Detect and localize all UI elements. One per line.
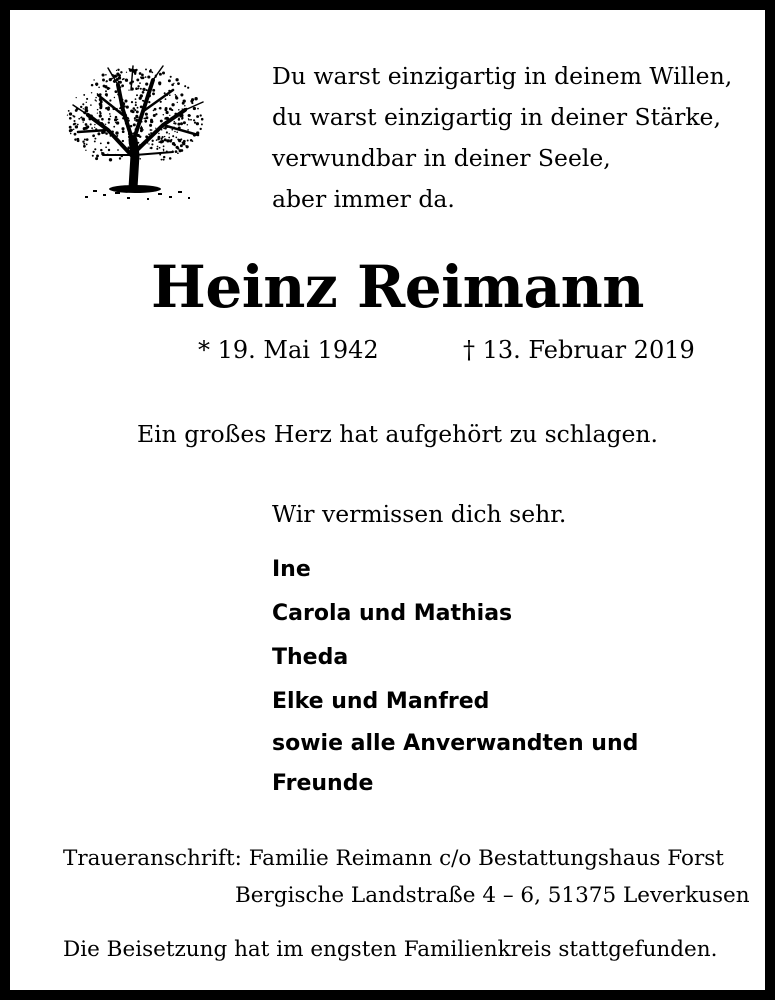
mourner-name: sowie alle Anverwandten und <box>272 731 639 756</box>
poem-line: verwundbar in deiner Seele, <box>272 144 611 172</box>
poem-line: aber immer da. <box>272 185 455 213</box>
birth-date: * 19. Mai 1942 <box>198 336 379 364</box>
mourning-address-line: Traueranschrift: Familie Reimann c/o Bestattungshaus Forst <box>63 846 724 871</box>
poem-line: du warst einzigartig in deiner Stärke, <box>272 103 721 131</box>
mourner-name: Theda <box>272 645 349 670</box>
mourner-name: Freunde <box>272 771 374 796</box>
poem <box>272 56 732 220</box>
mourner-name: Carola und Mathias <box>272 601 513 626</box>
family-message: Wir vermissen dich sehr. <box>272 500 567 528</box>
mourners-list <box>272 548 638 804</box>
mourning-address-street: Bergische Landstraße 4 – 6, 51375 Leverkusen <box>235 883 750 908</box>
poem-line: Du warst einzigartig in deinem Willen, <box>272 62 733 90</box>
death-date: † 13. Februar 2019 <box>463 336 695 364</box>
tree-icon <box>63 60 213 205</box>
tribute-line: Ein großes Herz hat aufgehört zu schlagen. <box>136 420 659 448</box>
burial-note: Die Beisetzung hat im engsten Familienkreis stattgefunden. <box>63 937 718 962</box>
deceased-name: Heinz Reimann <box>151 253 644 321</box>
mourner-name: Elke und Manfred <box>272 689 490 714</box>
mourner-name: Ine <box>272 557 311 582</box>
